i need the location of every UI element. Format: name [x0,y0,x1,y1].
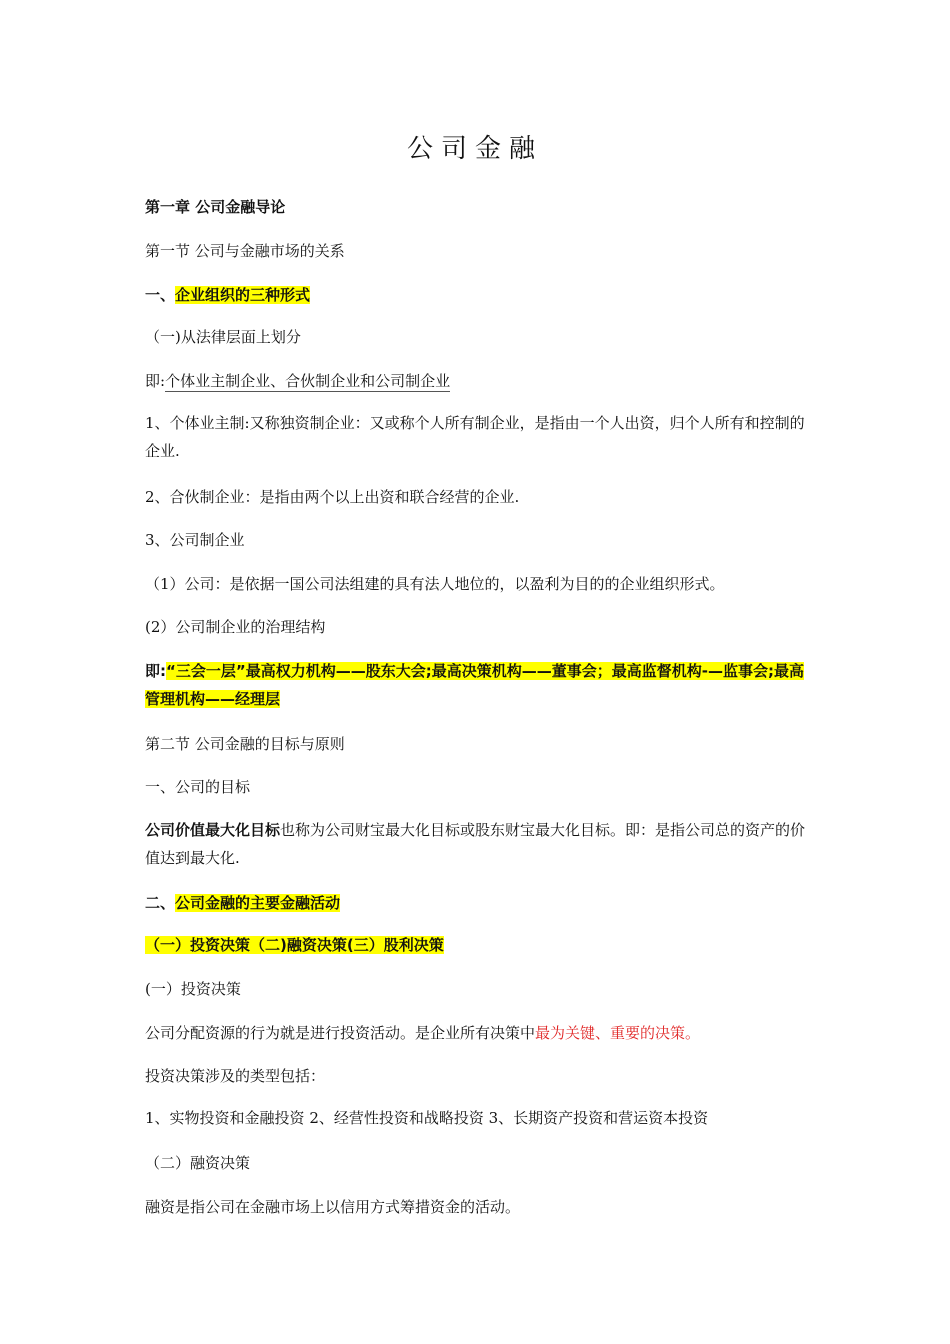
investment-types-list: 1、实物投资和金融投资 2、经营性投资和战略投资 3、长期资产投资和营运资本投资 [145,1109,709,1127]
goal-text: 也称为公司财宝最大化目标或股东财宝最大化目标。即：是指公司总的资产的价值达到最大化. [145,821,806,867]
org-forms-list [145,367,810,395]
gov-prefix: 即: [145,662,166,680]
paragraph-governance: (2）公司制企业的治理结构 [145,618,326,636]
section-heading-1: 第一节 公司与金融市场的关系 [145,242,345,260]
financing-paragraph: 融资是指公司在金融市场上以信用方式筹措资金的活动。 [145,1198,521,1216]
highlighted-heading: 公司金融的主要金融活动 [175,894,341,912]
paragraph-company-definition: （1）公司：是依据一国公司法组建的具有法人地位的，以盈利为目的的企业组织形式。 [145,575,725,593]
financing-heading: （二）融资决策 [145,1154,251,1172]
subheading-legal: （一)从法律层面上划分 [145,328,301,346]
document-title: 公司金融 [406,134,543,164]
investment-text: 公司分配资源的行为就是进行投资活动。是企业所有决策中 [145,1024,536,1042]
section-heading-2: 第二节 公司金融的目标与原则 [145,735,345,753]
chapter-heading: 第一章 公司金融导论 [145,198,286,216]
highlighted-heading: 企业组织的三种形式 [175,286,311,304]
highlighted-governance: “三会一层”最高权力机构——股东大会;最高决策机构——董事会；最高监督机构-—监事会;最高管理机构——经理层 [145,662,804,708]
goal-heading: 一、公司的目标 [145,778,251,796]
decisions-list [145,931,810,959]
investment-heading: (一）投资决策 [145,980,241,998]
goal-bold-term: 公司价值最大化目标 [145,821,281,839]
heading-prefix: 一、 [145,286,176,304]
heading-financial-activities [145,889,810,917]
underlined-text: 个体业主制企业、合伙制企业和公司制企业 [165,372,451,390]
governance-structure [145,657,810,713]
investment-paragraph [145,1019,810,1047]
ji-prefix: 即: [145,372,166,390]
red-period: 。 [685,1024,701,1042]
investment-types-intro: 投资决策涉及的类型包括： [145,1067,326,1085]
heading-prefix: 二、 [145,894,176,912]
heading-org-forms [145,281,810,309]
goal-paragraph [145,816,810,872]
paragraph-corporation: 3、公司制企业 [145,531,245,549]
highlighted-decisions: （一）投资决策（二)融资决策(三）股利决策 [145,936,444,954]
paragraph-partnership: 2、合伙制企业：是指由两个以上出资和联合经营的企业. [145,488,520,506]
paragraph-sole-proprietorship: 1、个体业主制:又称独资制企业：又或称个人所有制企业，是指由一个人出资，归个人所有和控制的企业. [145,414,805,460]
red-emphasis: 最为关键、重要的决策 [535,1024,686,1042]
